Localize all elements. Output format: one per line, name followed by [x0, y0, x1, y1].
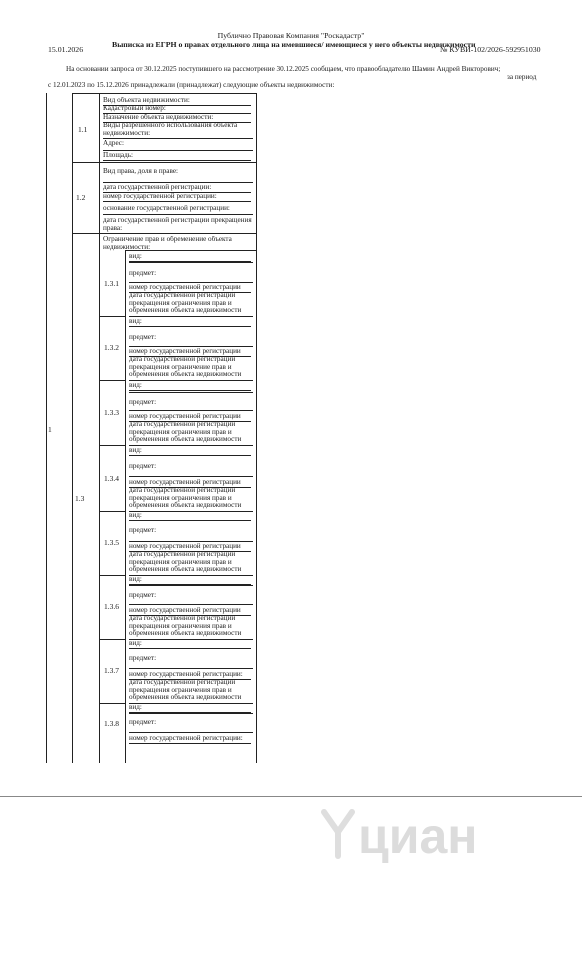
section-number-1-2: 1.2 [76, 193, 86, 202]
document-date: 15.01.2026 [48, 45, 84, 54]
section-number-1-3: 1.3 [75, 494, 85, 503]
sub-subject: предмет: [129, 399, 157, 406]
field-termination-date: дата государственной регистрации прекращения права: [103, 217, 252, 232]
section-number-1-1: 1.1 [78, 125, 88, 134]
sub-kind: вид: [129, 447, 253, 456]
sub-reg-number: номер государственной регистрации [129, 348, 253, 357]
document-number: № КУВИ-102/2026-592951030 [440, 45, 541, 54]
sub-number: 1.3.1 [104, 279, 119, 288]
sub-subject: предмет: [129, 719, 157, 726]
field-reg-number: номер государственной регистрации: [103, 193, 253, 202]
sub-number: 1.3.4 [104, 474, 119, 483]
sub-kind: вид: [129, 704, 253, 713]
sub-reg-number: номер государственной регистрации: [129, 735, 253, 744]
field-area: Площадь: [103, 152, 253, 161]
field-cadastral-number: Кадастровый номер: [103, 105, 253, 114]
sub-termination: дата государственной регистрации прекращения ограничения прав и обременения объекта недвижимости [129, 487, 242, 510]
sub-kind: вид: [129, 318, 253, 327]
page-divider [0, 796, 582, 797]
sub-subject: предмет: [129, 527, 157, 534]
company-name: Публично Правовая Компания "Роскадастр" [217, 31, 365, 40]
watermark-text: циан [358, 808, 478, 864]
sub-number: 1.3.3 [104, 408, 119, 417]
sub-subject: предмет: [129, 463, 157, 470]
sub-number: 1.3.2 [104, 343, 119, 352]
sub-termination: дата государственной регистрации прекращения ограничения прав и обременения объекта недвижимости [129, 551, 242, 574]
sub-number: 1.3.5 [104, 538, 119, 547]
sub-kind: вид: [129, 253, 253, 262]
field-reg-date: дата государственной регистрации: [103, 184, 253, 193]
sub-number: 1.3.6 [104, 602, 119, 611]
intro-line-1-tail: за период [507, 73, 537, 81]
field-right-type: Вид права, доля в праве: [103, 168, 179, 175]
sub-subject: предмет: [129, 334, 157, 341]
sub-termination: дата государственной регистрации прекращения ограничения прав и обременения объекта недвижимости [129, 679, 242, 702]
sub-subject: предмет: [129, 655, 157, 662]
sub-kind: вид: [129, 512, 253, 521]
cian-logo-icon [318, 808, 358, 865]
sub-termination: дата государственной регистрации прекращения ограничения прав и обременения объекта недвижимости [129, 421, 242, 444]
intro-line-2: с 12.01.2023 по 15.12.2026 принадлежали (принадлежат) следующие объекты недвижимости: [48, 81, 335, 89]
encumbrance-title: Ограничение прав и обременение объекта недвижимости: [103, 236, 232, 251]
intro-line-1: На основании запроса от 30.12.2025 поступившего на рассмотрение 30.12.2025 сообщаем, что правообладателю Шамин Андрей Викторович; [66, 65, 501, 73]
field-reg-basis: основание государственной регистрации: [103, 205, 230, 212]
sub-reg-number: номер государственной регистрации [129, 607, 253, 616]
sub-subject: предмет: [129, 592, 157, 599]
sub-kind: вид: [129, 382, 253, 391]
sub-termination: дата государственной регистрации прекращения ограничение прав и обременения объекта недвижимости [129, 356, 242, 379]
sub-reg-number: номер государственной регистрации [129, 479, 253, 488]
field-object-type: Вид объекта недвижимости: [103, 97, 253, 106]
sub-reg-number: номер государственной регистрации: [129, 671, 253, 680]
sub-subject: предмет: [129, 270, 157, 277]
sub-reg-number: номер государственной регистрации [129, 284, 253, 293]
sub-number: 1.3.7 [104, 666, 119, 675]
sub-kind: вид: [129, 576, 253, 585]
document-title: Выписка из ЕГРН о правах отдельного лица на имевшиеся/ имеющиеся у него объекты недвижимости [112, 40, 476, 49]
sub-kind: вид: [129, 640, 253, 649]
field-address: Адрес: [103, 140, 124, 147]
sub-number: 1.3.8 [104, 719, 119, 728]
sub-termination: дата государственной регистрации прекращения ограничения прав и обременения объекта недвижимости [129, 615, 242, 638]
sub-reg-number: номер государственной регистрации [129, 413, 253, 422]
field-purpose: Назначение объекта недвижимости: [103, 114, 253, 123]
row-number: 1 [48, 425, 52, 434]
sub-termination: дата государственной регистрации прекращения ограничения прав и обременения объекта недвижимости [129, 292, 242, 315]
sub-reg-number: номер государственной регистрации [129, 543, 253, 552]
field-permitted-use: Виды разрешенного использования объекта недвижимости: [103, 122, 238, 137]
